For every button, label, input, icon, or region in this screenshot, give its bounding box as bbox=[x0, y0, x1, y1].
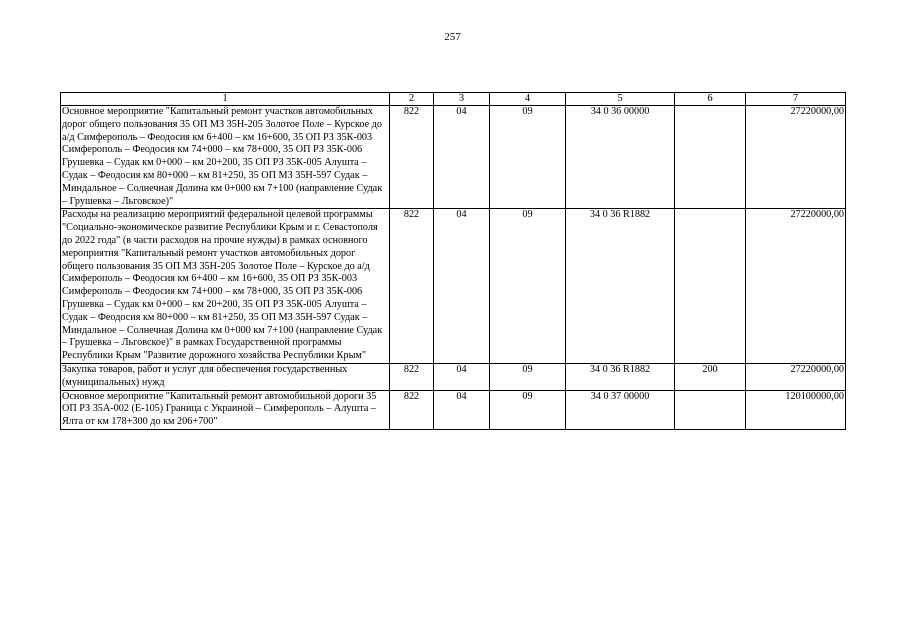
row-ministry-code: 822 bbox=[390, 106, 434, 209]
row-expense-type bbox=[675, 106, 746, 209]
page-number: 257 bbox=[444, 31, 461, 43]
header-col-4: 4 bbox=[490, 93, 566, 106]
row-ministry-code: 822 bbox=[390, 390, 434, 429]
row-description: Расходы на реализацию мероприятий федеральной целевой программы "Социально-экономическое развитие Республики Крым и г. Севастополя до 2022 года" (в части расходов на прочие нужды) в рамках основного мероприятия "Капитальный ремонт участков автомобильных дорог общего пользования 35 ОП МЗ 35Н-205 Золотое Поле – Курское до а/д Симферополь – Феодосия км 6+400 – км 16+600, 35 ОП РЗ 35К-003 Симферополь – Феодосия км 74+000 – км 78+000, 35 ОП РЗ 35К-006 Грушевка – Судак км 0+000 – км 20+200, 35 ОП РЗ 35К-005 Алушта – Судак – Феодосия км 80+000 – км 81+250, 35 ОП МЗ 35Н-597 Судак – Миндальное – Солнечная Долина км 0+000 км 7+100 (направление Судак – Грушевка – Льговское)" в рамках Государственной программы Республики Крым "Развитие дорожного хозяйства Республики Крым" bbox=[61, 209, 390, 364]
header-col-5: 5 bbox=[566, 93, 675, 106]
header-col-3: 3 bbox=[434, 93, 490, 106]
row-expense-type bbox=[675, 390, 746, 429]
row-section-code: 04 bbox=[434, 106, 490, 209]
row-ministry-code: 822 bbox=[390, 209, 434, 364]
row-section-code: 04 bbox=[434, 209, 490, 364]
row-amount: 27220000,00 bbox=[746, 363, 846, 390]
row-description: Основное мероприятие "Капитальный ремонт участков автомобильных дорог общего пользования 35 ОП МЗ 35Н-205 Золотое Поле – Курское до а/д Симферополь – Феодосия км 6+400 – км 16+600, 35 ОП РЗ 35К-003 Симферополь – Феодосия км 74+000 – км 78+000, 35 ОП РЗ 35К-006 Грушевка – Судак км 0+000 – км 20+200, 35 ОП РЗ 35К-005 Алушта – Судак – Феодосия км 80+000 – км 81+250, 35 ОП МЗ 35Н-597 Судак – Миндальное – Солнечная Долина км 0+000 км 7+100 (направление Судак – Грушевка – Льговское)" bbox=[61, 106, 390, 209]
header-col-7: 7 bbox=[746, 93, 846, 106]
row-amount: 120100000,00 bbox=[746, 390, 846, 429]
row-target-code: 34 0 36 00000 bbox=[566, 106, 675, 209]
row-subsection-code: 09 bbox=[490, 363, 566, 390]
row-description: Основное мероприятие "Капитальный ремонт автомобильной дороги 35 ОП РЗ 35А-002 (Е-105) Граница с Украиной – Симферополь – Алушта – Ялта от км 178+300 до км 206+700" bbox=[61, 390, 390, 429]
row-target-code: 34 0 36 R1882 bbox=[566, 209, 675, 364]
header-col-2: 2 bbox=[390, 93, 434, 106]
header-col-1: 1 bbox=[61, 93, 390, 106]
row-ministry-code: 822 bbox=[390, 363, 434, 390]
table-row bbox=[61, 390, 846, 429]
row-amount: 27220000,00 bbox=[746, 106, 846, 209]
row-subsection-code: 09 bbox=[490, 106, 566, 209]
row-subsection-code: 09 bbox=[490, 390, 566, 429]
row-subsection-code: 09 bbox=[490, 209, 566, 364]
table-row bbox=[61, 209, 846, 364]
row-expense-type bbox=[675, 209, 746, 364]
budget-table bbox=[60, 92, 846, 430]
row-expense-type: 200 bbox=[675, 363, 746, 390]
row-section-code: 04 bbox=[434, 363, 490, 390]
header-row bbox=[61, 93, 846, 106]
row-amount: 27220000,00 bbox=[746, 209, 846, 364]
row-section-code: 04 bbox=[434, 390, 490, 429]
table-row bbox=[61, 106, 846, 209]
row-target-code: 34 0 36 R1882 bbox=[566, 363, 675, 390]
row-target-code: 34 0 37 00000 bbox=[566, 390, 675, 429]
header-col-6: 6 bbox=[675, 93, 746, 106]
table-row bbox=[61, 363, 846, 390]
row-description: Закупка товаров, работ и услуг для обеспечения государственных (муниципальных) нужд bbox=[61, 363, 390, 390]
